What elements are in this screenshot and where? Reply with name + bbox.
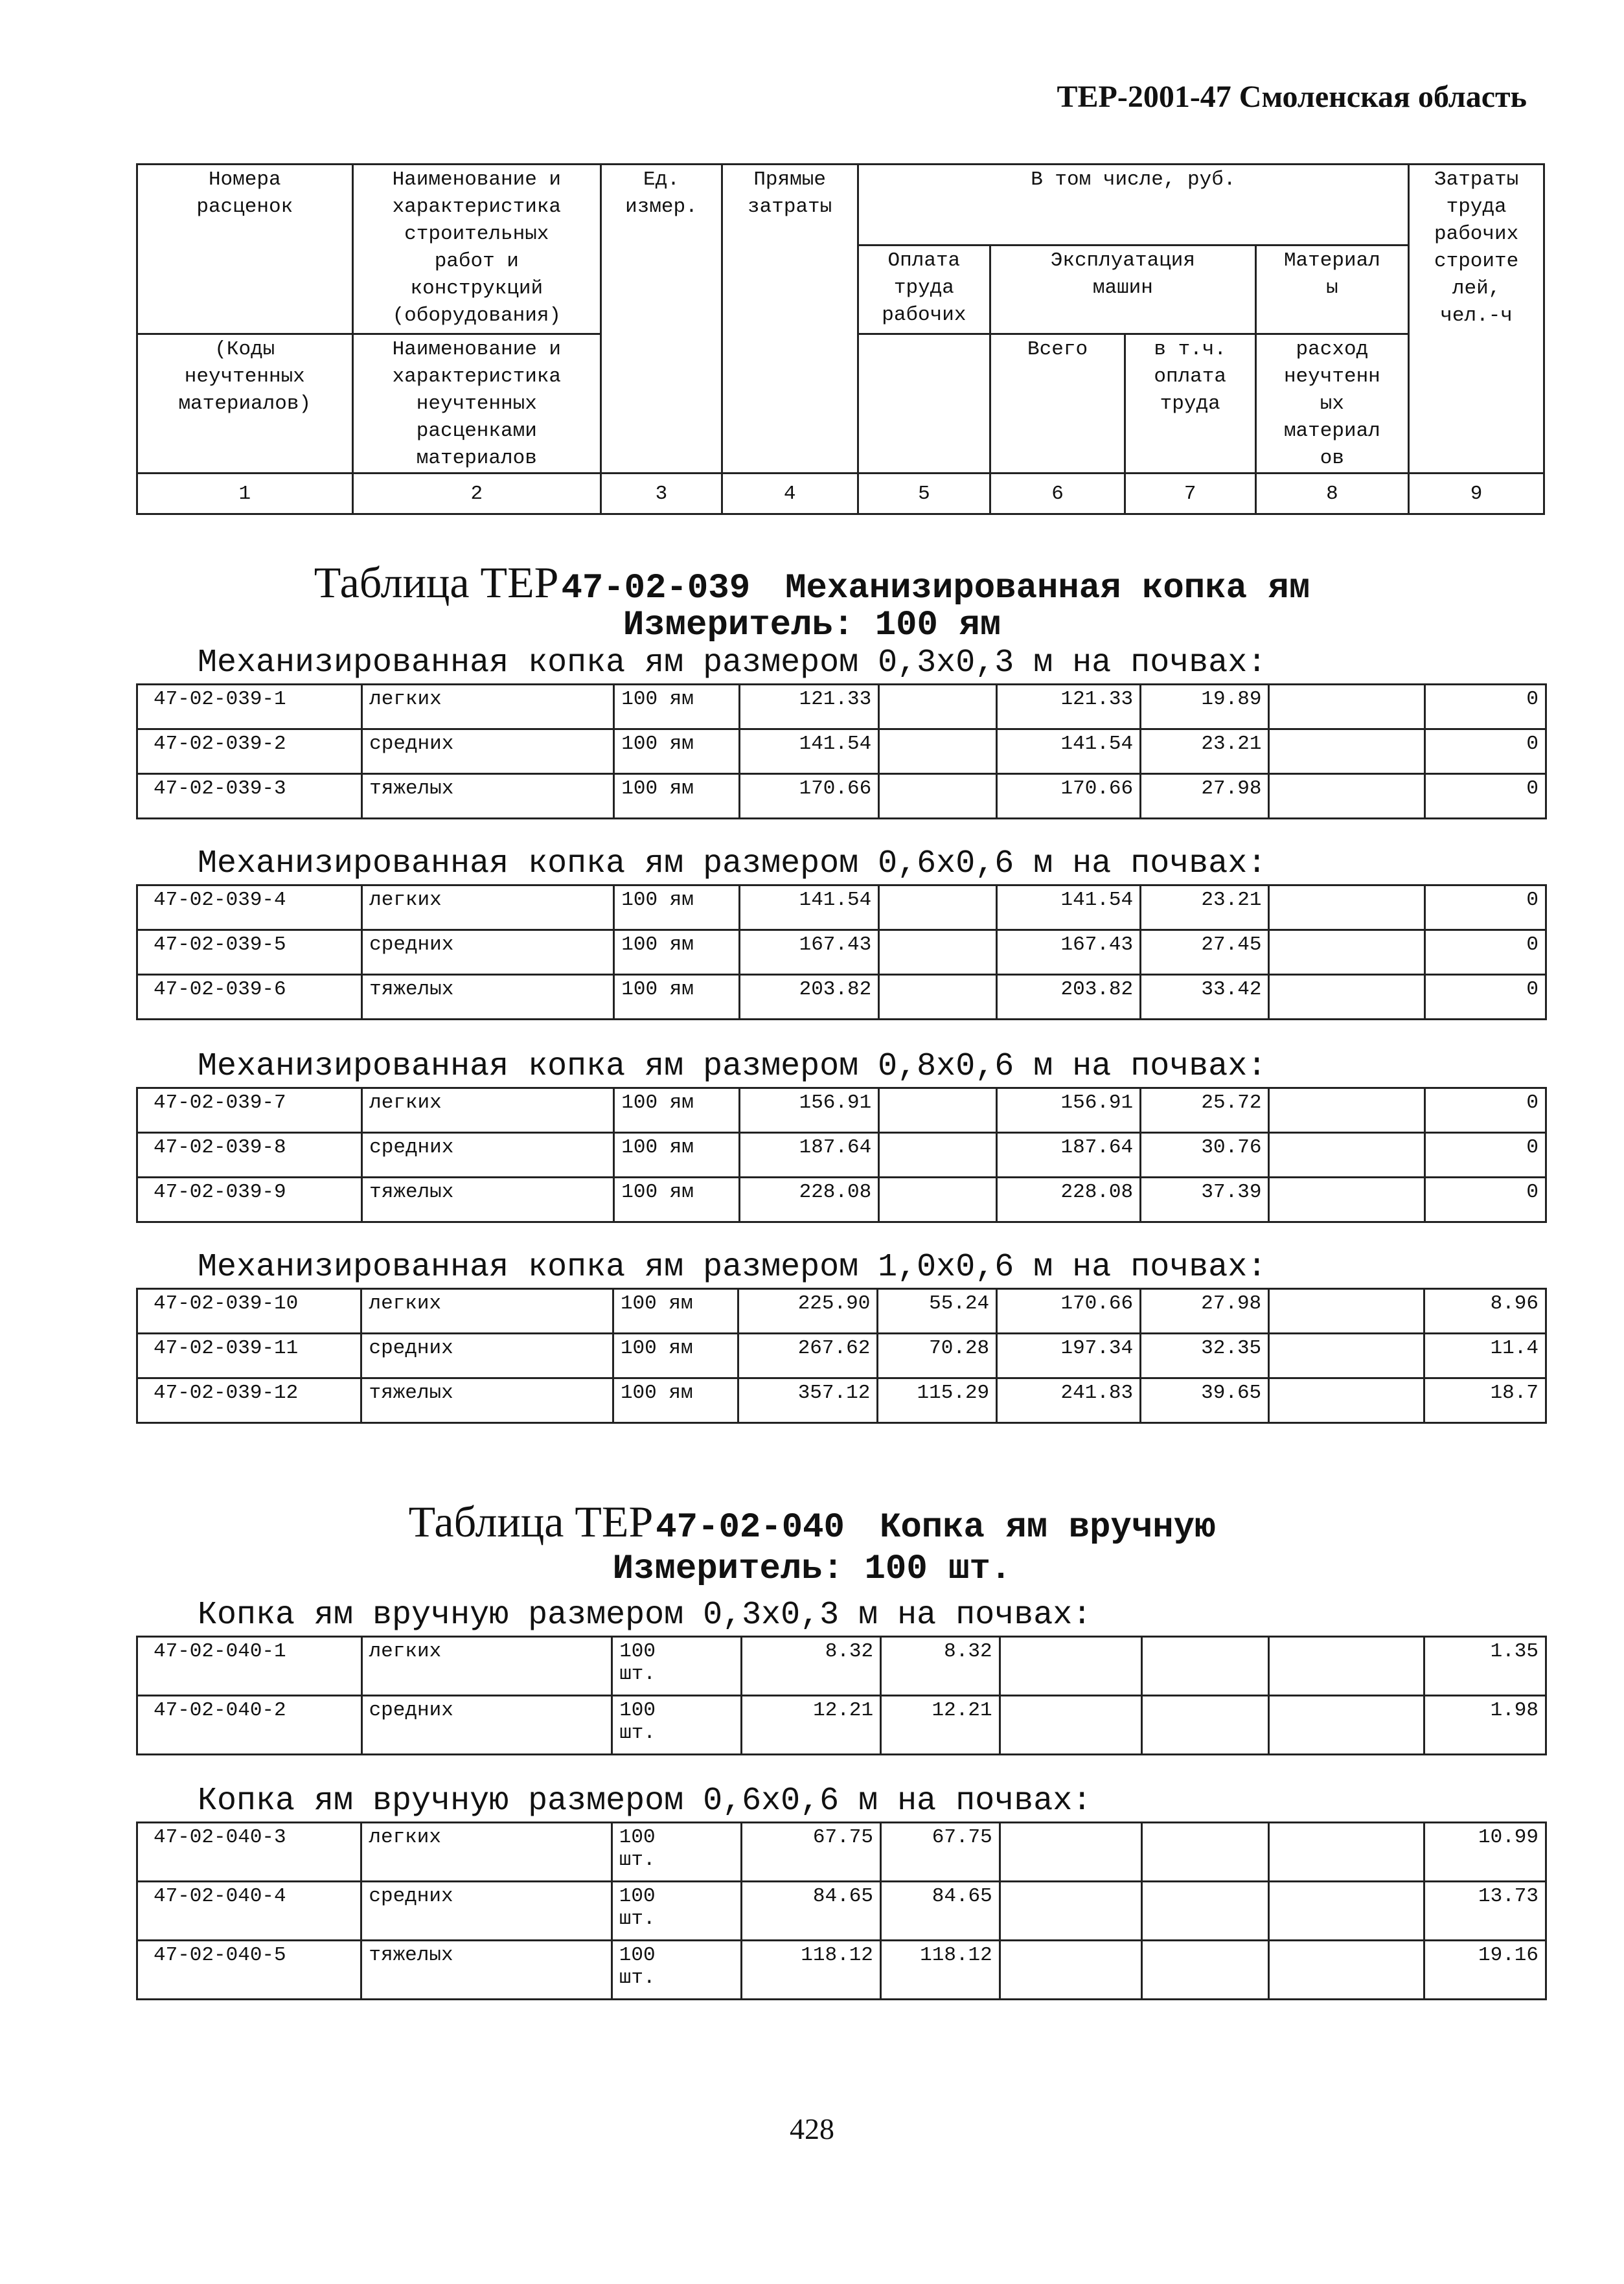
header-line: измер. xyxy=(625,196,698,218)
direct-costs-cell: 118.12 xyxy=(741,1941,880,2000)
header-line: характеристика xyxy=(392,365,562,388)
header-line: ы xyxy=(1326,277,1338,299)
labor-costs-cell: 0 xyxy=(1424,1178,1546,1222)
rate-code-cell: 47-02-039-9 xyxy=(137,1178,362,1222)
direct-costs-cell: 267.62 xyxy=(738,1334,878,1378)
materials-cell xyxy=(1269,685,1425,729)
machines-total-cell xyxy=(1000,1882,1141,1941)
rate-code-cell: 47-02-040-5 xyxy=(137,1941,361,2000)
header-line: в т.ч. xyxy=(1154,338,1226,361)
header-line: ов xyxy=(1320,447,1344,470)
table-row xyxy=(137,975,1546,1020)
header-line: рабочих xyxy=(1434,223,1519,246)
unit-cell: 100 ям xyxy=(614,1178,740,1222)
section-title: Механизированная копка ям размером 1,0х0,6 м на почвах: xyxy=(198,1249,1267,1286)
labor-costs-cell: 8.96 xyxy=(1424,1289,1546,1334)
header-cell-rate-number xyxy=(137,165,353,334)
wages-cell: 8.32 xyxy=(881,1637,1000,1696)
unit-cell: 100 ям xyxy=(614,774,740,819)
labor-costs-cell: 19.16 xyxy=(1424,1941,1546,2000)
header-material-names-text xyxy=(354,336,600,472)
header-line: затраты xyxy=(748,196,832,218)
materials-cell xyxy=(1269,1178,1425,1222)
header-line: рабочих xyxy=(882,304,966,326)
header-materials-text xyxy=(1257,247,1408,302)
work-name-cell: средних xyxy=(361,1882,612,1941)
materials-cell xyxy=(1269,930,1425,975)
unit-cell: 100 ям xyxy=(613,1334,738,1378)
wages-cell: 84.65 xyxy=(880,1882,1000,1941)
section-title: Копка ям вручную размером 0,3х0,3 м на почвах: xyxy=(198,1597,1092,1634)
work-name-cell: легких xyxy=(362,1088,614,1133)
wages-cell xyxy=(879,1133,997,1178)
labor-costs-cell: 13.73 xyxy=(1424,1882,1546,1941)
column-number: 6 xyxy=(990,474,1125,514)
work-name-cell: средних xyxy=(361,1696,612,1755)
column-number: 5 xyxy=(858,474,990,514)
materials-cell xyxy=(1269,885,1425,930)
header-line: машин xyxy=(1092,277,1153,299)
labor-costs-cell: 0 xyxy=(1424,685,1546,729)
materials-cell xyxy=(1269,1334,1424,1378)
rate-code-cell: 47-02-040-2 xyxy=(137,1696,362,1755)
wages-cell xyxy=(879,685,997,729)
work-name-cell: средних xyxy=(362,930,614,975)
materials-cell xyxy=(1268,1941,1424,2000)
table-row xyxy=(137,1133,1546,1178)
rate-code-cell: 47-02-039-1 xyxy=(137,685,362,729)
column-number: 9 xyxy=(1409,474,1544,514)
direct-costs-cell: 357.12 xyxy=(738,1378,878,1423)
wages-cell: 115.29 xyxy=(878,1378,997,1423)
rates-table xyxy=(136,683,1547,819)
table2-measure: Измеритель: 100 шт. xyxy=(612,1549,1012,1589)
materials-cell xyxy=(1269,1133,1425,1178)
labor-costs-cell: 0 xyxy=(1424,975,1546,1020)
header-cell-machines-total xyxy=(990,334,1125,474)
machines-wages-cell: 33.42 xyxy=(1141,975,1269,1020)
table-row xyxy=(137,1941,1546,2000)
machines-total-cell: 203.82 xyxy=(996,975,1140,1020)
column-number: 7 xyxy=(1125,474,1255,514)
unit-cell xyxy=(612,1882,741,1941)
machines-total-cell: 167.43 xyxy=(996,930,1140,975)
table-row xyxy=(137,1178,1546,1222)
work-name-cell: легких xyxy=(361,1289,613,1334)
header-including-text: В том числе, руб. xyxy=(1031,168,1236,191)
header-line: характеристика xyxy=(392,196,562,218)
labor-costs-cell: 0 xyxy=(1424,1133,1546,1178)
labor-costs-cell: 11.4 xyxy=(1424,1334,1546,1378)
header-cell-wages xyxy=(858,246,990,334)
section-title: Механизированная копка ям размером 0,6х0,6 м на почвах: xyxy=(198,845,1267,882)
header-cell-labor-costs xyxy=(1409,165,1544,474)
rate-code-cell: 47-02-039-6 xyxy=(137,975,362,1020)
table-row xyxy=(137,930,1546,975)
direct-costs-cell: 187.64 xyxy=(739,1133,878,1178)
work-name-cell: тяжелых xyxy=(361,1941,612,2000)
header-cell-unit xyxy=(601,165,722,474)
header-line: расход xyxy=(1296,338,1369,361)
header-line: материалов xyxy=(416,447,537,470)
unit-part: шт. xyxy=(619,1722,656,1744)
work-name-cell: средних xyxy=(362,729,614,774)
work-name-cell: средних xyxy=(362,1133,614,1178)
direct-costs-cell: 228.08 xyxy=(739,1178,878,1222)
header-unit-text xyxy=(602,166,721,221)
machines-wages-cell: 39.65 xyxy=(1141,1378,1269,1423)
direct-costs-cell: 121.33 xyxy=(739,685,878,729)
unit-cell: 100 ям xyxy=(614,975,740,1020)
direct-costs-cell: 170.66 xyxy=(739,774,878,819)
unit-cell: 100 ям xyxy=(614,930,740,975)
table-row xyxy=(137,1696,1546,1755)
header-line: Наименование и xyxy=(392,338,562,361)
header-material-usage-text xyxy=(1257,336,1408,472)
work-name-cell: легких xyxy=(361,1823,612,1882)
machines-wages-cell: 23.21 xyxy=(1141,729,1269,774)
column-number: 2 xyxy=(352,474,601,514)
machines-wages-cell: 19.89 xyxy=(1141,685,1269,729)
unit-cell xyxy=(612,1823,741,1882)
machines-wages-cell: 32.35 xyxy=(1141,1334,1269,1378)
rates-table xyxy=(136,1288,1547,1424)
materials-cell xyxy=(1269,975,1425,1020)
table1-title-label: Таблица ТЕР xyxy=(314,558,559,607)
table-row xyxy=(137,1289,1546,1334)
wages-cell: 12.21 xyxy=(881,1696,1000,1755)
machines-wages-cell: 25.72 xyxy=(1141,1088,1269,1133)
materials-cell xyxy=(1269,1696,1424,1755)
column-number: 1 xyxy=(137,474,353,514)
header-line: ых xyxy=(1320,393,1344,415)
header-cell-including xyxy=(858,165,1409,246)
direct-costs-cell: 8.32 xyxy=(742,1637,881,1696)
wages-cell xyxy=(879,975,997,1020)
header-cell-empty xyxy=(858,334,990,474)
section-title: Механизированная копка ям размером 0,3х0,3 м на почвах: xyxy=(198,645,1267,681)
unit-part: шт. xyxy=(619,1663,656,1685)
table-row xyxy=(137,1378,1546,1423)
section-title: Копка ям вручную размером 0,6х0,6 м на почвах: xyxy=(198,1783,1092,1820)
table2-code: 47-02-040 xyxy=(656,1508,845,1547)
header-machines-text xyxy=(991,247,1254,302)
header-line: (Коды xyxy=(214,338,275,361)
wages-cell: 70.28 xyxy=(878,1334,997,1378)
table-row xyxy=(137,1334,1546,1378)
unit-cell: 100 ям xyxy=(614,1133,740,1178)
work-name-cell: тяжелых xyxy=(362,774,614,819)
machines-wages-cell: 27.98 xyxy=(1141,1289,1269,1334)
table2-title xyxy=(0,1496,1624,1547)
table1-name: Механизированная копка ям xyxy=(785,569,1310,608)
header-line: строительных xyxy=(404,223,549,246)
header-line: расценок xyxy=(196,196,293,218)
header-cell-direct-costs xyxy=(722,165,858,474)
wages-cell xyxy=(879,729,997,774)
machines-wages-cell xyxy=(1142,1696,1269,1755)
machines-wages-cell xyxy=(1142,1637,1269,1696)
materials-cell xyxy=(1269,1637,1424,1696)
rates-table xyxy=(136,884,1547,1020)
work-name-cell: средних xyxy=(361,1334,613,1378)
machines-total-cell: 170.66 xyxy=(996,774,1140,819)
machines-total-cell xyxy=(1000,1941,1141,2000)
header-line: работ и xyxy=(434,250,519,273)
machines-wages-cell: 37.39 xyxy=(1141,1178,1269,1222)
machines-total-cell: 197.34 xyxy=(997,1334,1141,1378)
rate-code-cell: 47-02-040-4 xyxy=(137,1882,361,1941)
machines-total-cell: 156.91 xyxy=(996,1088,1140,1133)
unit-part: 100 xyxy=(619,1640,656,1663)
header-line: труда xyxy=(1446,196,1507,218)
machines-total-cell: 187.64 xyxy=(996,1133,1140,1178)
work-name-cell: легких xyxy=(362,885,614,930)
header-line: Затраты xyxy=(1434,168,1519,191)
header-line: строите xyxy=(1434,250,1519,273)
wages-cell: 67.75 xyxy=(880,1823,1000,1882)
header-labor-costs-text xyxy=(1410,166,1543,330)
unit-cell xyxy=(612,1696,742,1755)
labor-costs-cell: 0 xyxy=(1424,729,1546,774)
header-line: неучтенных xyxy=(184,365,305,388)
wages-cell xyxy=(879,774,997,819)
table-row xyxy=(137,1637,1546,1696)
header-cell-name xyxy=(352,165,601,334)
unit-cell: 100 ям xyxy=(613,1289,738,1334)
wages-cell: 118.12 xyxy=(880,1941,1000,2000)
header-line: Номера xyxy=(208,168,281,191)
header-cell-machines-wages xyxy=(1125,334,1255,474)
unit-part: шт. xyxy=(619,1908,656,1930)
unit-cell: 100 ям xyxy=(614,885,740,930)
unit-cell: 100 ям xyxy=(614,685,740,729)
page-header: ТЕР-2001-47 Смоленская область xyxy=(1057,80,1527,114)
machines-total-cell: 121.33 xyxy=(996,685,1140,729)
labor-costs-cell: 1.98 xyxy=(1424,1696,1546,1755)
rate-code-cell: 47-02-039-3 xyxy=(137,774,362,819)
machines-total-cell: 141.54 xyxy=(996,729,1140,774)
table-row xyxy=(137,774,1546,819)
header-line: материалов) xyxy=(178,393,312,415)
labor-costs-cell: 18.7 xyxy=(1424,1378,1546,1423)
column-number: 8 xyxy=(1255,474,1409,514)
header-line: оплата xyxy=(1154,365,1226,388)
unit-cell: 100 ям xyxy=(614,729,740,774)
header-line: Оплата xyxy=(887,249,961,272)
materials-cell xyxy=(1268,1823,1424,1882)
materials-cell xyxy=(1269,1378,1424,1423)
machines-total-cell xyxy=(1000,1637,1141,1696)
materials-cell xyxy=(1268,1882,1424,1941)
section-title: Механизированная копка ям размером 0,8х0,6 м на почвах: xyxy=(198,1048,1267,1085)
table-row xyxy=(137,685,1546,729)
table-row xyxy=(137,729,1546,774)
machines-total-cell xyxy=(1000,1823,1141,1882)
table-row xyxy=(137,1088,1546,1133)
wages-cell xyxy=(879,1088,997,1133)
machines-total-cell: 170.66 xyxy=(997,1289,1141,1334)
machines-wages-cell xyxy=(1142,1882,1269,1941)
machines-wages-cell: 30.76 xyxy=(1141,1133,1269,1178)
rate-code-cell: 47-02-039-4 xyxy=(137,885,362,930)
header-machines-wages-text xyxy=(1126,336,1255,418)
rates-table xyxy=(136,1087,1547,1223)
table1-measure: Измеритель: 100 ям xyxy=(623,606,1001,645)
header-cell-material-names xyxy=(352,334,601,474)
table-row xyxy=(137,1823,1546,1882)
table1-title xyxy=(0,557,1624,608)
wages-cell xyxy=(879,1178,997,1222)
rate-code-cell: 47-02-039-10 xyxy=(137,1289,361,1334)
work-name-cell: легких xyxy=(361,1637,612,1696)
materials-cell xyxy=(1269,1088,1425,1133)
machines-wages-cell: 23.21 xyxy=(1141,885,1269,930)
header-cell-material-usage xyxy=(1255,334,1409,474)
column-number: 3 xyxy=(601,474,722,514)
header-cell-machines xyxy=(990,246,1255,334)
work-name-cell: тяжелых xyxy=(361,1378,613,1423)
machines-wages-cell xyxy=(1142,1941,1269,2000)
rate-code-cell: 47-02-040-1 xyxy=(137,1637,362,1696)
header-cell-materials xyxy=(1255,246,1409,334)
machines-total-cell: 141.54 xyxy=(996,885,1140,930)
direct-costs-cell: 225.90 xyxy=(738,1289,878,1334)
header-line: Наименование и xyxy=(392,168,562,191)
labor-costs-cell: 0 xyxy=(1424,774,1546,819)
header-column-numbers xyxy=(137,474,1544,514)
labor-costs-cell: 0 xyxy=(1424,1088,1546,1133)
table2-name: Копка ям вручную xyxy=(879,1508,1216,1547)
direct-costs-cell: 203.82 xyxy=(739,975,878,1020)
unit-cell: 100 ям xyxy=(614,1088,740,1133)
header-line: труда xyxy=(893,277,954,299)
page-number: 428 xyxy=(790,2112,834,2145)
header-line: Эксплуатация xyxy=(1050,249,1195,272)
unit-part: 100 xyxy=(619,1826,656,1849)
machines-total-cell: 228.08 xyxy=(996,1178,1140,1222)
unit-part: шт. xyxy=(619,1849,656,1871)
direct-costs-cell: 12.21 xyxy=(742,1696,881,1755)
header-line: лей, xyxy=(1452,277,1501,300)
header-cell-material-codes xyxy=(137,334,353,474)
labor-costs-cell: 1.35 xyxy=(1424,1637,1546,1696)
direct-costs-cell: 67.75 xyxy=(741,1823,880,1882)
unit-cell xyxy=(612,1637,742,1696)
header-line: материал xyxy=(1283,420,1380,442)
labor-costs-cell: 0 xyxy=(1424,885,1546,930)
column-header-table xyxy=(136,163,1545,515)
direct-costs-cell: 141.54 xyxy=(739,885,878,930)
direct-costs-cell: 84.65 xyxy=(741,1882,880,1941)
work-name-cell: тяжелых xyxy=(362,1178,614,1222)
wages-cell xyxy=(879,885,997,930)
header-material-codes-text xyxy=(138,336,352,418)
unit-part: шт. xyxy=(619,1967,656,1989)
unit-cell: 100 ям xyxy=(613,1378,738,1423)
direct-costs-cell: 141.54 xyxy=(739,729,878,774)
materials-cell xyxy=(1269,774,1425,819)
wages-cell: 55.24 xyxy=(878,1289,997,1334)
unit-part: 100 xyxy=(619,1699,656,1722)
table-row xyxy=(137,1882,1546,1941)
machines-wages-cell xyxy=(1142,1823,1269,1882)
work-name-cell: тяжелых xyxy=(362,975,614,1020)
table-row xyxy=(137,885,1546,930)
rate-code-cell: 47-02-039-7 xyxy=(137,1088,362,1133)
machines-wages-cell: 27.98 xyxy=(1141,774,1269,819)
direct-costs-cell: 156.91 xyxy=(739,1088,878,1133)
rate-code-cell: 47-02-039-12 xyxy=(137,1378,361,1423)
unit-part: 100 xyxy=(619,1944,656,1967)
header-line: чел.-ч xyxy=(1440,304,1513,327)
unit-part: 100 xyxy=(619,1885,656,1908)
labor-costs-cell: 10.99 xyxy=(1424,1823,1546,1882)
header-rate-number-text xyxy=(138,166,352,221)
header-machines-total-text: Всего xyxy=(1027,338,1088,361)
header-name-text xyxy=(354,166,600,330)
machines-total-cell: 241.83 xyxy=(997,1378,1141,1423)
table2-title-label: Таблица ТЕР xyxy=(408,1497,654,1546)
header-line: труда xyxy=(1160,393,1220,415)
labor-costs-cell: 0 xyxy=(1424,930,1546,975)
header-line: Материал xyxy=(1283,249,1380,272)
machines-wages-cell: 27.45 xyxy=(1141,930,1269,975)
wages-cell xyxy=(879,930,997,975)
materials-cell xyxy=(1269,729,1425,774)
rate-code-cell: 47-02-039-2 xyxy=(137,729,362,774)
header-direct-costs-text xyxy=(723,166,857,221)
header-wages-text xyxy=(859,247,990,329)
materials-cell xyxy=(1269,1289,1424,1334)
rate-code-cell: 47-02-039-8 xyxy=(137,1133,362,1178)
table1-code: 47-02-039 xyxy=(561,569,751,608)
unit-cell xyxy=(612,1941,741,2000)
header-line: Ед. xyxy=(643,168,680,191)
direct-costs-cell: 167.43 xyxy=(739,930,878,975)
work-name-cell: легких xyxy=(362,685,614,729)
rate-code-cell: 47-02-039-5 xyxy=(137,930,362,975)
rate-code-cell: 47-02-040-3 xyxy=(137,1823,361,1882)
header-line: (оборудования) xyxy=(392,304,562,327)
rate-code-cell: 47-02-039-11 xyxy=(137,1334,361,1378)
column-number: 4 xyxy=(722,474,858,514)
machines-total-cell xyxy=(1000,1696,1141,1755)
header-line: неучтенн xyxy=(1283,365,1380,388)
header-line: расценками xyxy=(416,420,537,442)
header-line: конструкций xyxy=(410,277,543,300)
header-line: неучтенных xyxy=(416,393,537,415)
rates-table xyxy=(136,1636,1547,1755)
rates-table xyxy=(136,1821,1547,2000)
header-line: Прямые xyxy=(753,168,826,191)
